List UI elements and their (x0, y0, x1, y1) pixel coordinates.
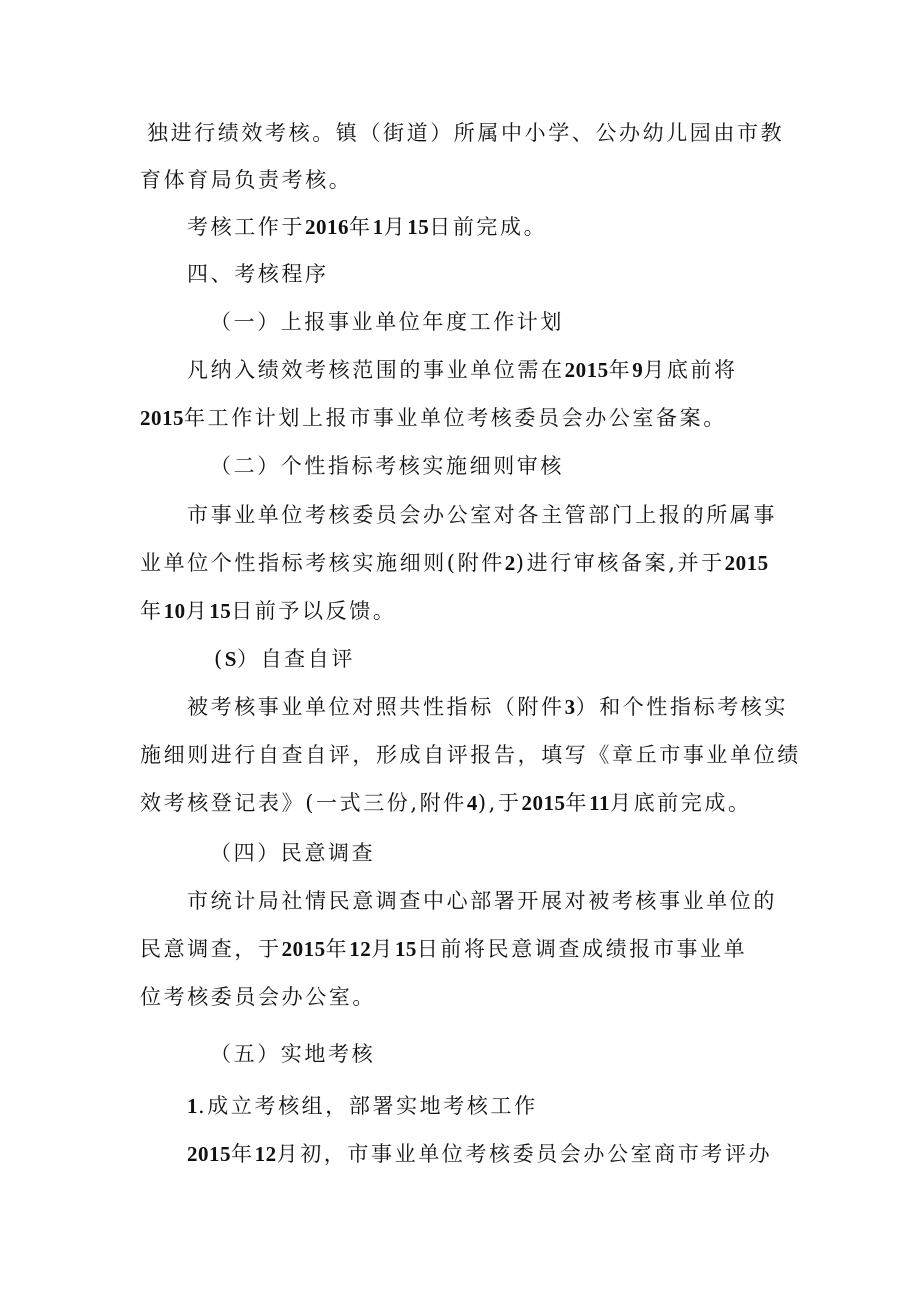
text-line: 施细则进行自查自评，形成自评报告，填写《章丘市事业单位绩 (140, 743, 801, 767)
text-line: 被考核事业单位对照共性指标（附件3）和个性指标考核实 (187, 695, 789, 719)
subsection-heading: （二）个性指标考核实施细则审核 (210, 454, 564, 478)
text-line: 民意调查，于2015年12月15日前将民意调查成绩报市事业单 (140, 937, 748, 961)
text-line: 市事业单位考核委员会办公室对各主管部门上报的所属事 (187, 503, 777, 527)
text-line: 市统计局社情民意调查中心部署开展对被考核事业单位的 (187, 889, 777, 913)
text-line: 效考核登记表》(一式三份,附件4),于2015年11月底前完成。 (140, 791, 752, 815)
text-line: 2015年工作计划上报市事业单位考核委员会办公室备案。 (140, 406, 727, 430)
text-line: 考核工作于2016年1月15日前完成。 (187, 215, 548, 239)
subsection-heading: （四）民意调查 (210, 841, 376, 865)
text-line: 位考核委员会办公室。 (140, 985, 376, 1009)
text-line: 独进行绩效考核。镇（街道）所属中小学、公办幼儿园由市教 (147, 121, 785, 145)
text-line: 凡纳入绩效考核范围的事业单位需在2015年9月底前将 (187, 358, 738, 382)
subsection-heading: （五）实地考核 (210, 1042, 376, 1066)
text-line: 育体育局负责考核。 (140, 168, 353, 192)
section-heading: 四、考核程序 (187, 262, 329, 286)
text-line: 年10月15日前予以反馈。 (140, 599, 397, 623)
text-line: 2015年12月初，市事业单位考核委员会办公室商市考评办 (187, 1142, 773, 1166)
text-line: 业单位个性指标考核实施细则(附件2)进行审核备案,并于2015 (140, 551, 769, 575)
subsection-heading: (S）自查自评 (214, 647, 355, 671)
subsection-heading: （一）上报事业单位年度工作计划 (210, 310, 564, 334)
text-line: 1.成立考核组，部署实地考核工作 (187, 1094, 538, 1118)
